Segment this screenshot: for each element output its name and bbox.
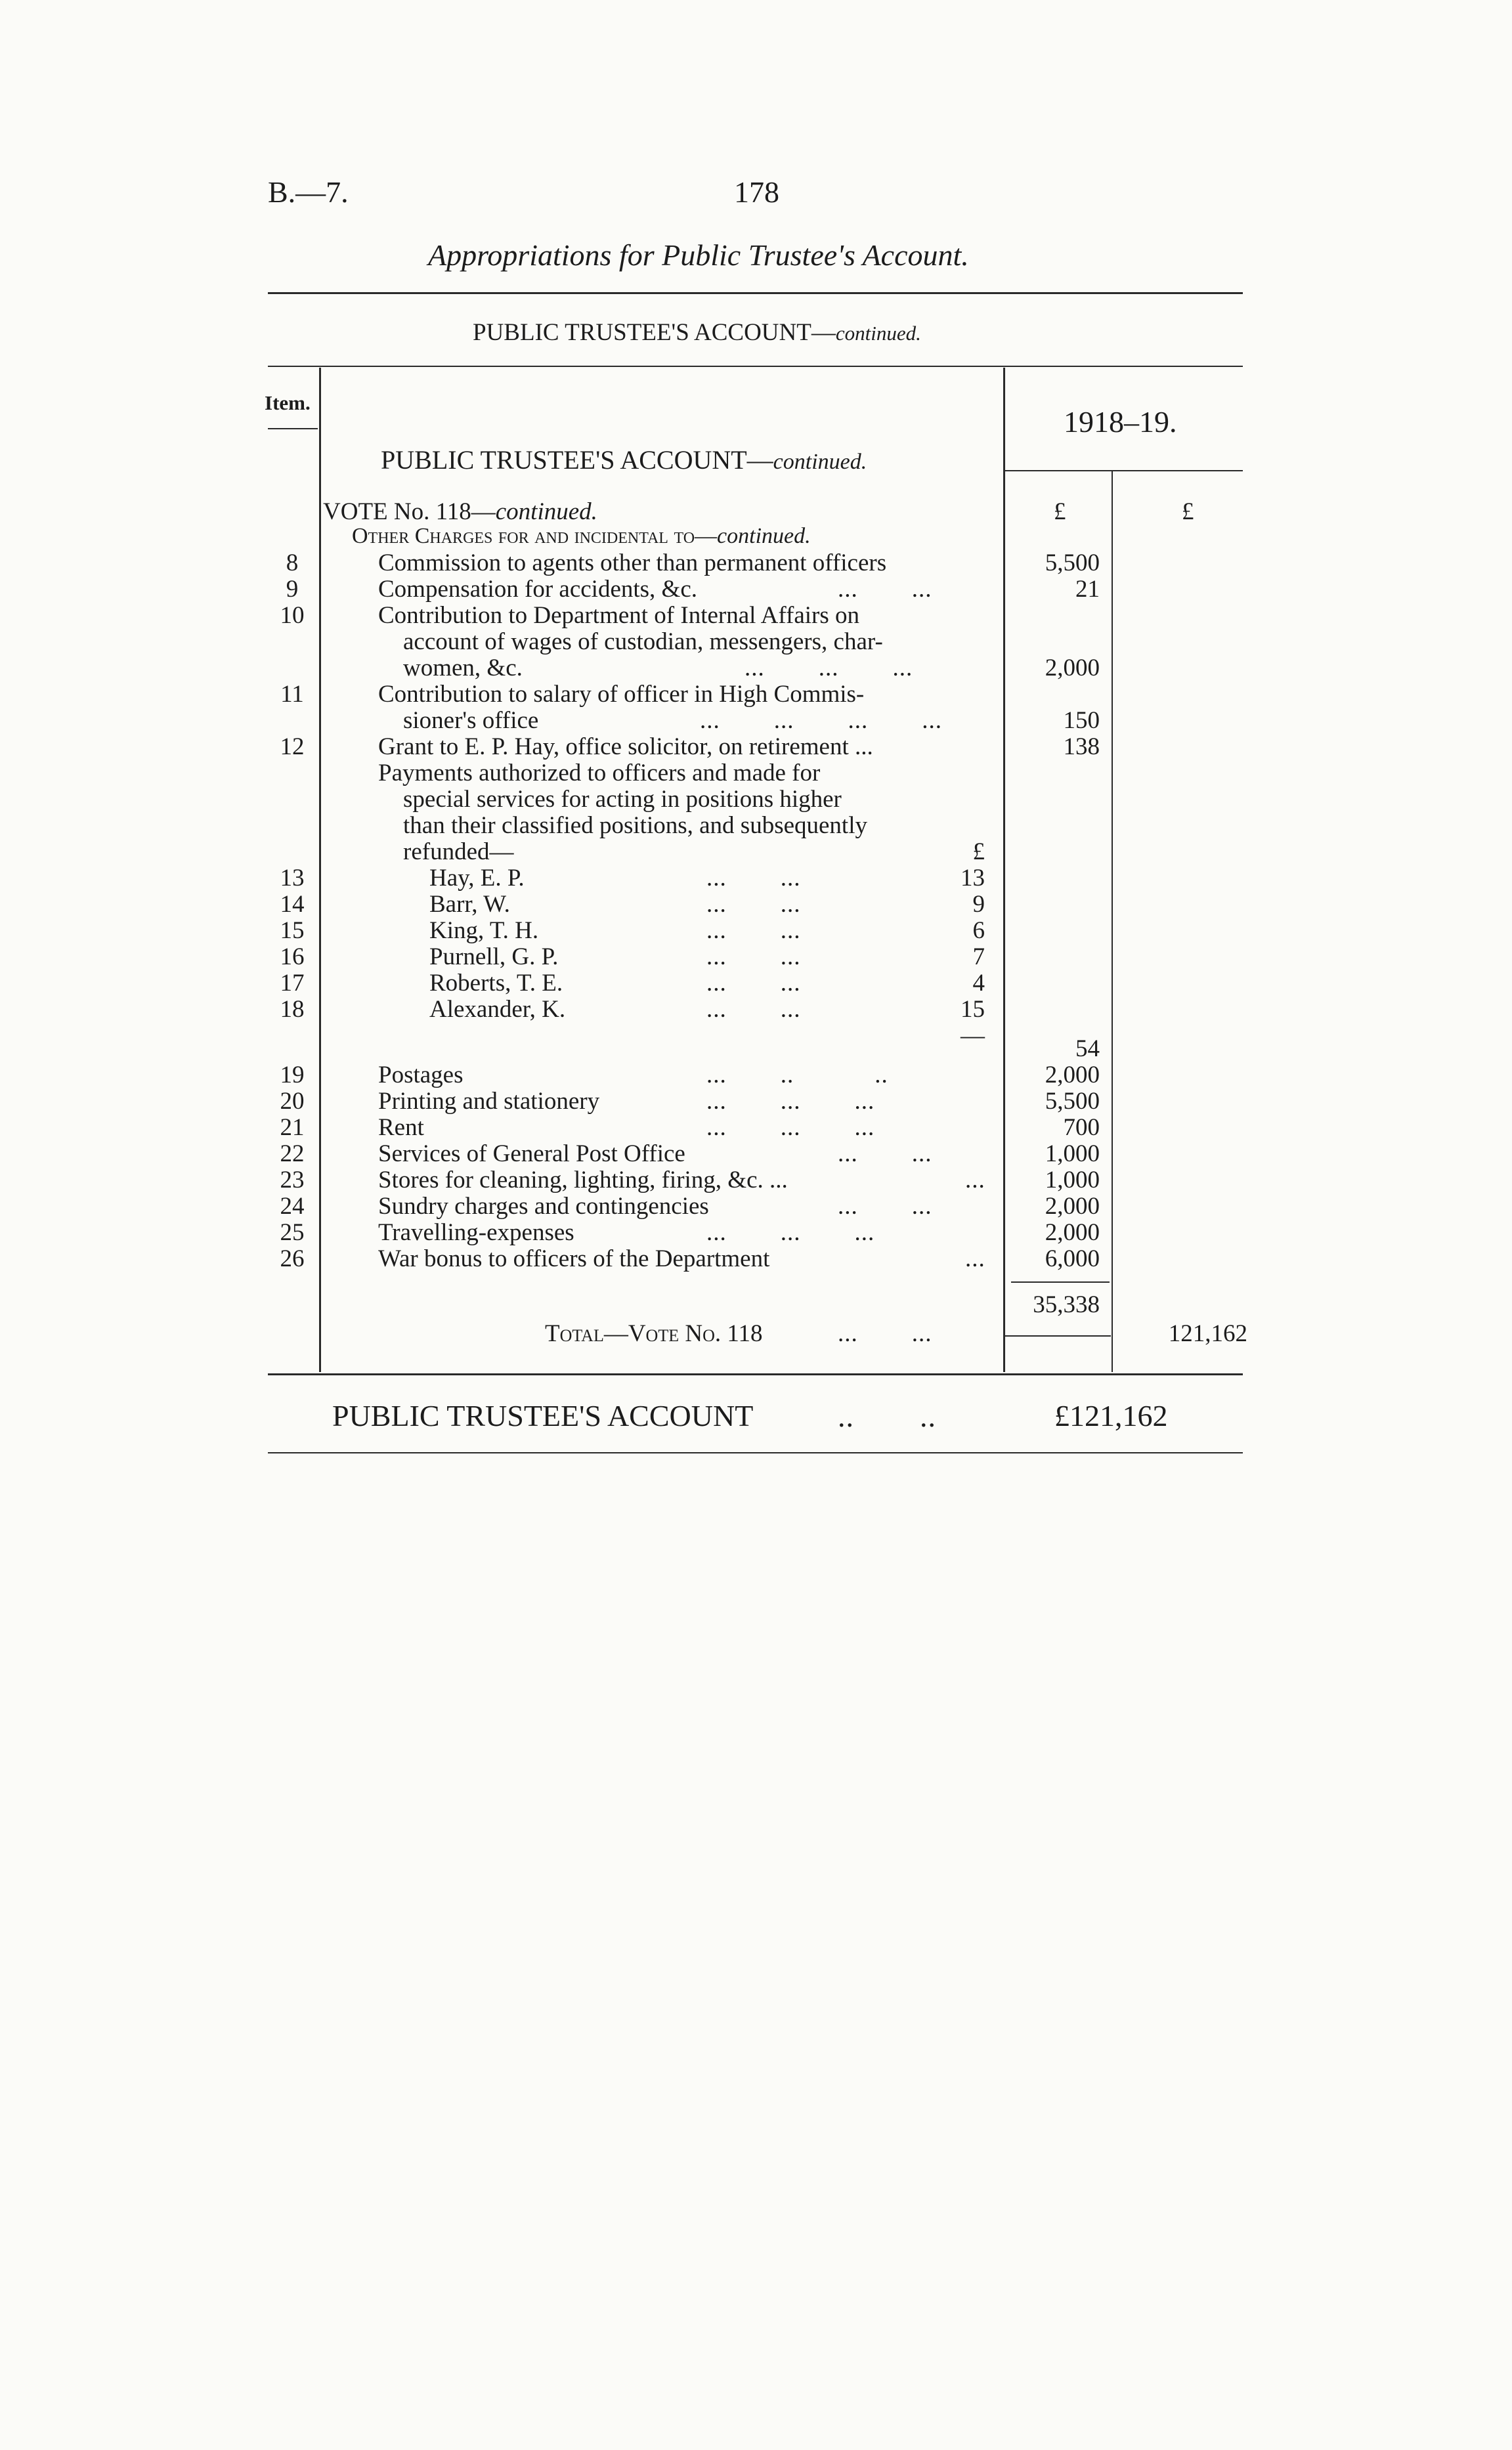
item-text: Contribution to Department of Internal Affairs on (378, 602, 859, 629)
rule-sum-top (1011, 1281, 1110, 1283)
subhead-cont: continued. (717, 524, 811, 548)
item-text: Sundry charges and contingencies (378, 1193, 709, 1220)
leader-dots: ... ... (838, 1140, 932, 1167)
leader-dots: ... ... (706, 943, 801, 970)
item-number: 10 (280, 602, 305, 629)
payee-name: Alexander, K. (429, 996, 566, 1023)
item-amount: 150 (1063, 707, 1100, 734)
item-number: 20 (280, 1088, 305, 1115)
payments-text: Payments authorized to officers and made for (378, 760, 821, 786)
payments-pound-sign: £ (972, 838, 985, 865)
rule-table-top (268, 366, 1243, 367)
item-amount: 5,500 (1045, 1088, 1100, 1115)
item-text: Printing and stationery (378, 1088, 600, 1115)
item-number: 17 (280, 970, 305, 997)
item-text: Contribution to salary of officer in High Commis- (378, 681, 865, 708)
rule-item-head (268, 428, 318, 429)
payee-amount: 7 (972, 943, 985, 970)
running-title-text: Appropriations for Public Trustee's Account. (428, 238, 969, 272)
vote-heading-label: VOTE No. 118— (323, 498, 496, 525)
item-text: Postages (378, 1062, 464, 1088)
item-number: 19 (280, 1062, 305, 1088)
leader-dots: ... ... ... (706, 1114, 875, 1141)
item-amount: 2,000 (1045, 1062, 1100, 1088)
vote-heading-cont: continued. (495, 498, 597, 525)
section-title (473, 318, 921, 347)
payee-name: Barr, W. (429, 891, 510, 918)
subhead-label: Other Charges for and incidental to— (352, 524, 718, 548)
item-text: sioner's office (403, 707, 539, 734)
year-column-header: 1918–19. (1064, 405, 1177, 439)
doc-reference: B.—7. (268, 175, 349, 209)
item-amount: 138 (1063, 733, 1100, 760)
total-vote-label: Total—Vote No. 118 (545, 1320, 763, 1347)
item-number: 22 (280, 1140, 305, 1167)
item-amount: 2,000 (1045, 1193, 1100, 1220)
item-text: Stores for cleaning, lighting, firing, &c. ... (378, 1167, 788, 1193)
payments-text: than their classified positions, and subsequently (403, 812, 867, 839)
payments-text: refunded— (403, 838, 514, 865)
item-column-header: Item. (265, 391, 311, 414)
leader-dots: ... ... ... (706, 1088, 875, 1115)
payments-subtotal: 54 (1075, 1035, 1100, 1062)
payee-name: King, T. H. (429, 917, 539, 944)
item-number: 26 (280, 1245, 305, 1272)
item-amount: 1,000 (1045, 1140, 1100, 1167)
payee-name: Hay, E. P. (429, 865, 525, 892)
item-number: 14 (280, 891, 305, 918)
leader-dots: ... ... (706, 970, 801, 997)
leader-dots: ... (965, 1167, 985, 1193)
leader-dots: .. .. (838, 1400, 936, 1433)
item-number: 12 (280, 733, 305, 760)
vote-heading (323, 498, 597, 526)
item-text: Commission to agents other than permanent officers (378, 549, 887, 576)
item-number: 11 (280, 681, 304, 708)
item-number: 21 (280, 1114, 305, 1141)
item-amount: 700 (1063, 1114, 1100, 1141)
pound-sign-col1: £ (1054, 498, 1066, 525)
item-number: 24 (280, 1193, 305, 1220)
item-amount: 6,000 (1045, 1245, 1100, 1272)
item-text: women, &c. (403, 655, 523, 681)
payee-amount: 15 (961, 996, 985, 1023)
leader-dots: ... ... ... ... (700, 707, 942, 734)
account-header-main: PUBLIC TRUSTEE'S ACCOUNT— (381, 445, 773, 475)
account-column-header (381, 444, 867, 475)
page-number: 178 (734, 175, 779, 209)
item-number: 15 (280, 917, 305, 944)
rule-bottom (268, 1452, 1243, 1453)
leader-dots: ... ... (706, 891, 801, 918)
item-number: 25 (280, 1219, 305, 1246)
item-number: 23 (280, 1167, 305, 1193)
grand-total-label: PUBLIC TRUSTEE'S ACCOUNT (332, 1399, 754, 1432)
leader-dots: ... ... (706, 996, 801, 1023)
leader-dots: ... ... (706, 865, 801, 892)
rule-vert-amount2 (1112, 471, 1113, 1372)
leader-dots: ... .. .. (706, 1062, 888, 1088)
item-amount: 5,500 (1045, 549, 1100, 576)
item-number: 18 (280, 996, 305, 1023)
section-title-cont: continued. (835, 322, 921, 345)
rule-top (268, 292, 1243, 294)
item-number: 9 (286, 576, 299, 603)
payee-amount: 13 (961, 865, 985, 892)
pound-sign-col2: £ (1182, 498, 1194, 525)
leader-dots: ... (965, 1245, 985, 1272)
leader-dots: ... ... ... (745, 655, 913, 681)
item-amount: 2,000 (1045, 1219, 1100, 1246)
leader-dots: ... ... (706, 917, 801, 944)
rule-sum-bottom (1004, 1335, 1111, 1337)
item-text: Compensation for accidents, &c. (378, 576, 698, 603)
item-text: Services of General Post Office (378, 1140, 685, 1167)
payments-text: special services for acting in positions higher (403, 786, 842, 813)
item-number: 16 (280, 943, 305, 970)
item-text: Grant to E. P. Hay, office solicitor, on retirement ... (378, 733, 873, 760)
payee-amount: 4 (972, 970, 985, 997)
rule-year-head (1004, 470, 1243, 471)
item-number: 8 (286, 549, 299, 576)
item-amount: 2,000 (1045, 655, 1100, 681)
item-text: Travelling-expenses (378, 1219, 574, 1246)
leader-dots: ... ... ... (706, 1219, 875, 1246)
leader-dots: ... ... (838, 576, 932, 603)
item-text: Rent (378, 1114, 424, 1141)
section-title-main: PUBLIC TRUSTEE'S ACCOUNT— (473, 319, 836, 346)
rule-vert-item (319, 368, 321, 1372)
payee-name: Roberts, T. E. (429, 970, 563, 997)
rule-table-bottom (268, 1373, 1243, 1375)
item-amount: 1,000 (1045, 1167, 1100, 1193)
item-text: War bonus to officers of the Department (378, 1245, 770, 1272)
item-text: account of wages of custodian, messengers, char- (403, 628, 883, 655)
total-vote-amount: 121,162 (1168, 1320, 1247, 1347)
payee-amount: 9 (972, 891, 985, 918)
running-title (428, 238, 969, 272)
account-header-cont-text: continued. (773, 450, 867, 474)
item-number: 13 (280, 865, 305, 892)
item-amount: 21 (1075, 576, 1100, 603)
grand-total-amount: £121,162 (1054, 1399, 1168, 1432)
payee-amount: 6 (972, 917, 985, 944)
vote-sum: 35,338 (1033, 1291, 1100, 1318)
subhead (352, 524, 811, 549)
rule-vert-amount1 (1003, 368, 1005, 1372)
leader-dots: ... ... (838, 1193, 932, 1220)
payee-name: Purnell, G. P. (429, 943, 559, 970)
leader-dots: ... ... (838, 1320, 932, 1347)
payments-rule-dash: — (961, 1022, 985, 1049)
